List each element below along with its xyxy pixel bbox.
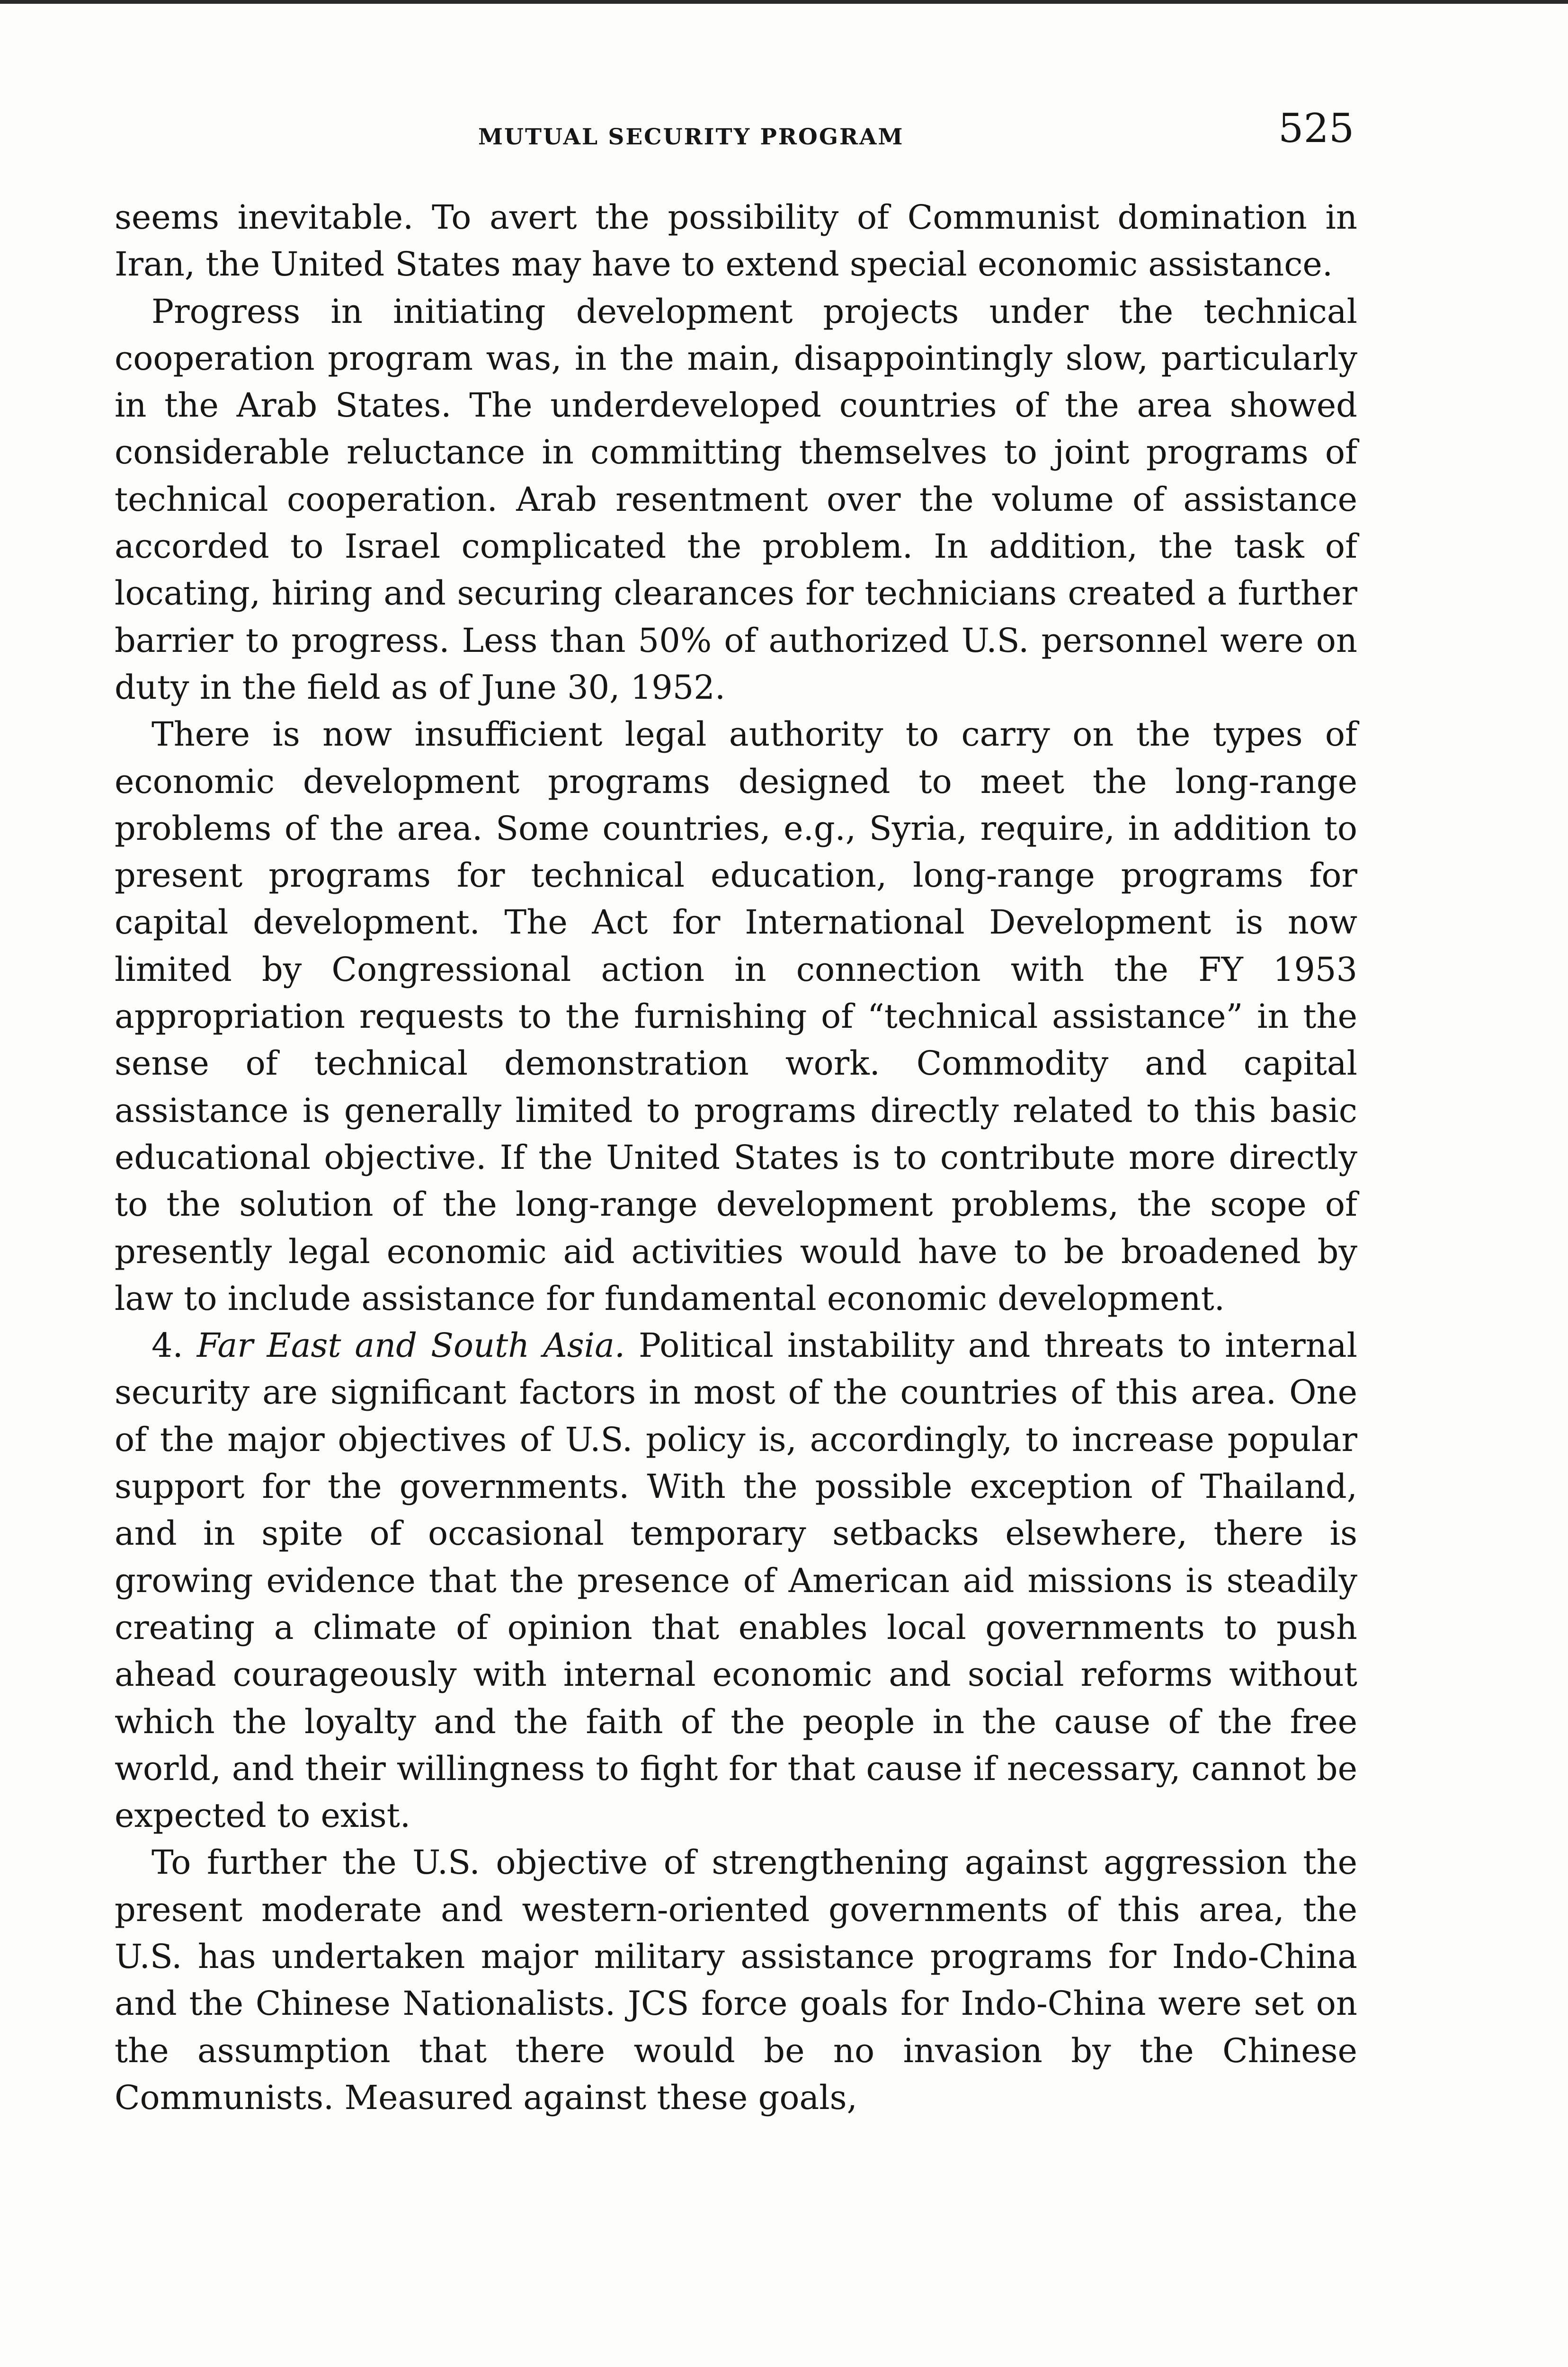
running-title: MUTUAL SECURITY PROGRAM — [478, 124, 904, 150]
page-number: 525 — [1278, 105, 1354, 151]
section-number: 4. — [151, 1326, 183, 1365]
paragraph-technical-cooperation: Progress in initiating development projects under the technical cooperation program was, in the main, disappointingly slow, particularly in the Arab States. The underdeveloped countries of the area showed considerable reluctance in committing themselves to joint programs of technical cooperation. Arab resentment over the volume of assistance accorded to Israel complicated the problem. In addition, the task of locating, hiring and securing clearances for technicians created a further barrier to progress. Less than 50% of authorized U.S. personnel were on duty in the field as of June 30, 1952. — [115, 292, 1357, 707]
paragraph-military-assistance: To further the U.S. objective of strengthening against aggression the present moderate and western-oriented governments of this area, the U.S. has undertaken major military assistance programs for Indo-China and the Chinese Nationalists. JCS force goals for Indo-China were set on the assumption that there would be no invasion by the Chinese Communists. Measured against these goals, — [115, 1843, 1357, 2117]
top-edge-rule — [0, 0, 1568, 4]
body-text — [115, 194, 1357, 2121]
paragraph-far-east — [115, 1322, 1357, 1839]
paragraph-legal-authority: There is now insufficient legal authority to carry on the types of economic development programs designed to meet the long-range problems of the area. Some countries, e.g., Syria, require, in addition to present programs for technical education, long-range programs for capital development. The Act for International Development is now limited by Congressional action in connection with the FY 1953 appropriation requests to the furnishing of “technical assistance” in the sense of technical demonstration work. Commodity and capital assistance is generally limited to programs directly related to this basic educational objective. If the United States is to contribute more directly to the solution of the long-range development problems, the scope of presently legal economic aid activities would have to be broadened by law to include assistance for fundamental economic development. — [115, 715, 1357, 1318]
section-heading: Far East and South Asia. — [196, 1326, 625, 1365]
section-text: Political instability and threats to internal security are significant factors in most of the countries of this area. One of the major objectives of U.S. policy is, accordingly, to increase popular support for the governments. With the possible exception of Thailand, and in spite of occasional temporary setbacks elsewhere, there is growing evidence that the presence of American aid missions is steadily creating a climate of opinion that enables local governments to push ahead courageously with internal economic and social reforms without which the loyalty and the faith of the people in the cause of the free world, and their willingness to fight for that cause if necessary, cannot be expected to exist. — [115, 1326, 1357, 1835]
paragraph-continuation: seems inevitable. To avert the possibility of Communist domination in Iran, the United States may have to extend special economic assistance. — [115, 198, 1357, 284]
